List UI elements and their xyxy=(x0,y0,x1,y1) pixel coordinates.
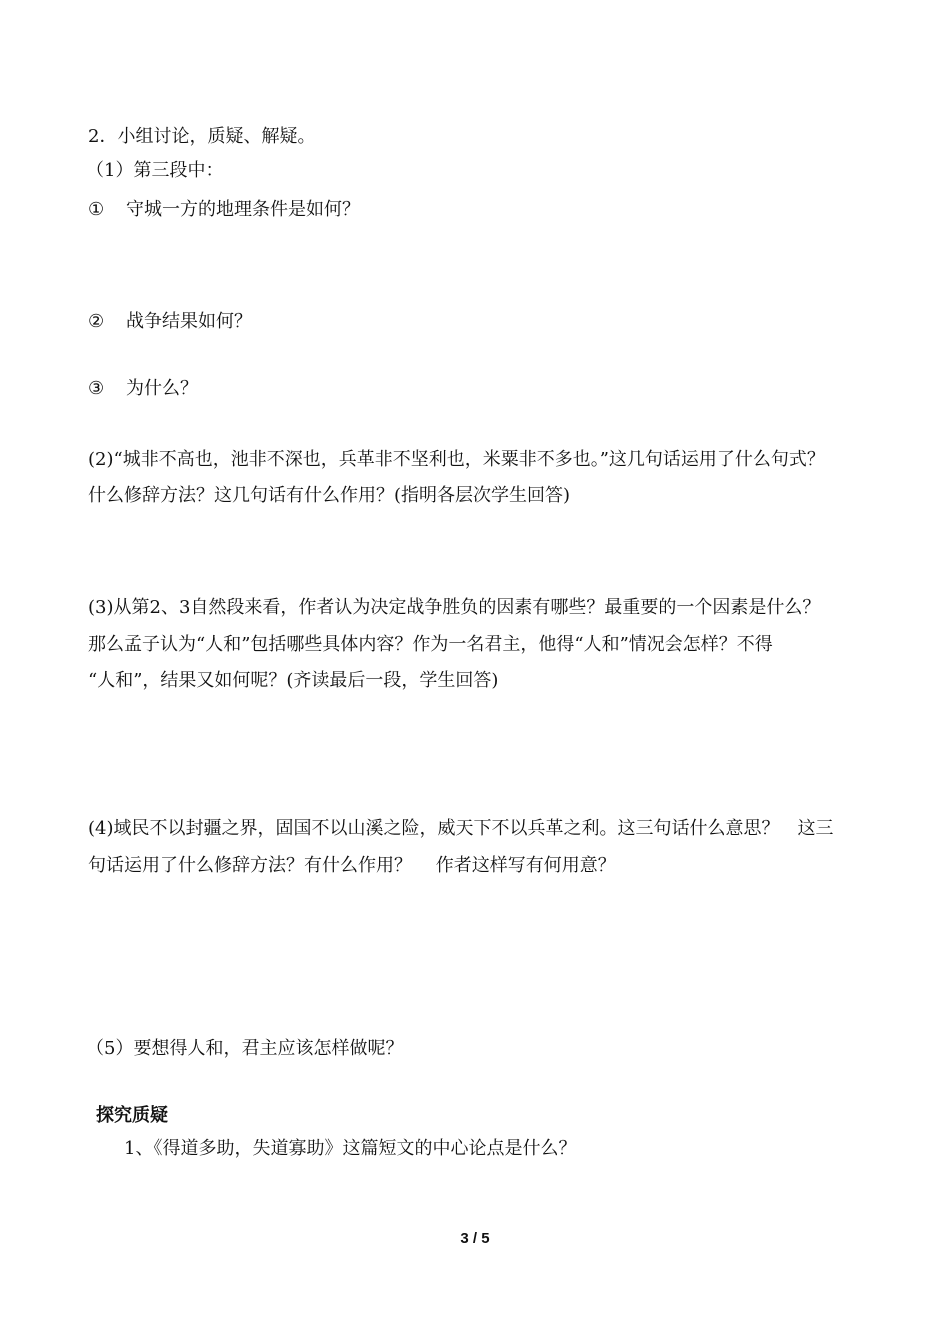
item-marker: ② xyxy=(88,311,105,332)
question-1-heading: （1）第三段中： xyxy=(86,160,224,181)
question-1-item-2 xyxy=(88,311,252,333)
item-text: 战争结果如何？ xyxy=(126,311,252,332)
discussion-heading: 2．小组讨论，质疑、解疑。 xyxy=(88,126,316,147)
item-text: 为什么？ xyxy=(126,378,198,399)
question-4-line-1: (4)域民不以封疆之界，固国不以山溪之险，威天下不以兵革之利。这三句话什么意思？ 这三 xyxy=(88,818,834,839)
explore-heading: 探究质疑 xyxy=(96,1105,168,1126)
question-1-item-3 xyxy=(88,378,198,400)
page-number: 3 / 5 xyxy=(460,1230,490,1247)
question-4-line-2: 句话运用了什么修辞方法？有什么作用？ 作者这样写有何用意？ xyxy=(88,855,616,876)
item-marker: ① xyxy=(88,199,105,220)
question-3-line-1: (3)从第2、3自然段来看，作者认为决定战争胜负的因素有哪些？最重要的一个因素是什么？ xyxy=(88,597,821,618)
item-marker: ③ xyxy=(88,378,105,399)
question-2-line-1: (2)“城非不高也，池非不深也，兵革非不坚利也，米粟非不多也。”这几句话运用了什么句式？ xyxy=(88,449,825,470)
question-3-line-2: 那么孟子认为“人和”包括哪些具体内容？作为一名君主，他得“人和”情况会怎样？不得 xyxy=(88,634,773,655)
question-2-line-2: 什么修辞方法？这几句话有什么作用？(指明各层次学生回答) xyxy=(88,485,571,506)
question-1-item-1 xyxy=(88,199,360,221)
question-5: （5）要想得人和，君主应该怎样做呢？ xyxy=(86,1038,404,1059)
question-3-line-3: “人和”，结果又如何呢？(齐读最后一段，学生回答) xyxy=(88,670,499,691)
explore-question-1: 1、《得道多助，失道寡助》这篇短文的中心论点是什么？ xyxy=(124,1138,577,1159)
item-text: 守城一方的地理条件是如何？ xyxy=(126,199,360,220)
